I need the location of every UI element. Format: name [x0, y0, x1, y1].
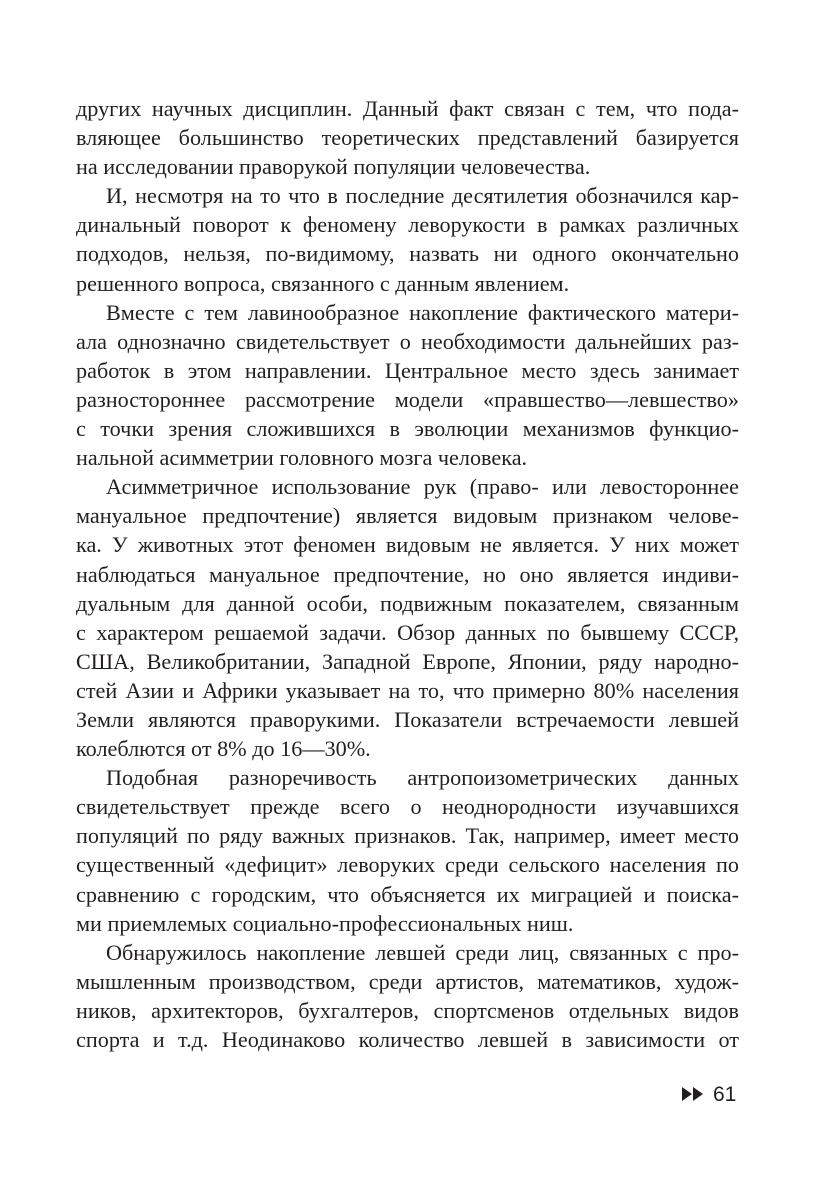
text-line: подходов, нельзя, по-видимому, назвать ни одного окончательно: [76, 241, 739, 267]
text-line: наблюдаться мануальное предпочтение, но оно является индиви-: [76, 561, 739, 587]
text-line: вляющее большинство теоретических представлений базируется: [76, 125, 739, 151]
text-line: Подобная разноречивость антропоизометрических данных: [106, 765, 739, 791]
text-line: ников, архитекторов, бухгалтеров, спортсменов отдельных видов: [76, 997, 739, 1023]
text-line: с характером решаемой задачи. Обзор данных по бывшему СССР,: [76, 619, 739, 645]
text-line: популяций по ряду важных признаков. Так, например, имеет место: [76, 823, 739, 849]
paragraph: [76, 763, 739, 938]
text-line: стей Азии и Африки указывает на то, что примерно 80% населения: [76, 677, 739, 703]
text-line: существенный «дефицит» леворуких среди сельского населения по: [76, 852, 739, 878]
text-line: мышленным производством, среди артистов, математиков, худож-: [76, 968, 739, 994]
text-line: на исследовании праворукой популяции человечества.: [76, 154, 591, 180]
text-line: нальной асимметрии головного мозга человека.: [76, 445, 528, 471]
text-line: дуальным для данной особи, подвижным показателем, связанным: [76, 590, 739, 616]
paragraph: [76, 298, 739, 473]
text-line: Вместе с тем лавинообразное накопление фактического матери-: [106, 299, 739, 325]
text-line: ка. У животных этот феномен видовым не является. У них может: [76, 532, 739, 558]
text-line: США, Великобритании, Западной Европе, Японии, ряду народно-: [76, 648, 739, 674]
page-footer: [682, 1079, 742, 1109]
paragraph: [76, 94, 739, 181]
text-line: свидетельствует прежде всего о неоднородности изучавшихся: [76, 794, 739, 820]
paragraph: [76, 938, 739, 1054]
double-arrow-right-icon: [682, 1087, 704, 1101]
paragraph: [76, 472, 739, 763]
text-line: И, несмотря на то что в последние десятилетия обозначился кар-: [106, 183, 739, 209]
text-line: других научных дисциплин. Данный факт связан с тем, что пода-: [76, 96, 739, 121]
text-line: Асимметричное использование рук (право- или левостороннее: [106, 474, 739, 500]
text-line: работок в этом направлении. Центральное место здесь занимает: [76, 357, 739, 383]
text-line: разностороннее рассмотрение модели «правшество—левшество»: [76, 386, 739, 412]
body-text: [76, 94, 739, 1054]
text-line: динальный поворот к феномену леворукости в рамках различных: [76, 212, 739, 238]
text-line: Земли являются праворукими. Показатели встречаемости левшей: [76, 706, 739, 732]
text-line: сравнению с городским, что объясняется их миграцией и поиска-: [76, 881, 739, 907]
text-line: мануальное предпочтение) является видовым признаком челове-: [76, 503, 739, 529]
text-line: ми приемлемых социально-профессиональных ниш.: [76, 910, 574, 936]
text-line: Обнаружилось накопление левшей среди лиц, связанных с про-: [106, 939, 739, 965]
text-line: решенного вопроса, связанного с данным явлением.: [76, 270, 570, 296]
text-line: ала однозначно свидетельствует о необходимости дальнейших раз-: [76, 328, 739, 354]
page-number: 61: [713, 1082, 737, 1106]
text-line: спорта и т.д. Неодинаково количество левшей в зависимости от: [76, 1027, 739, 1052]
text-line: колеблются от 8% до 16—30%.: [76, 736, 371, 762]
paragraph: [76, 181, 739, 297]
text-line: с точки зрения сложившихся в эволюции механизмов функцио-: [76, 416, 739, 442]
